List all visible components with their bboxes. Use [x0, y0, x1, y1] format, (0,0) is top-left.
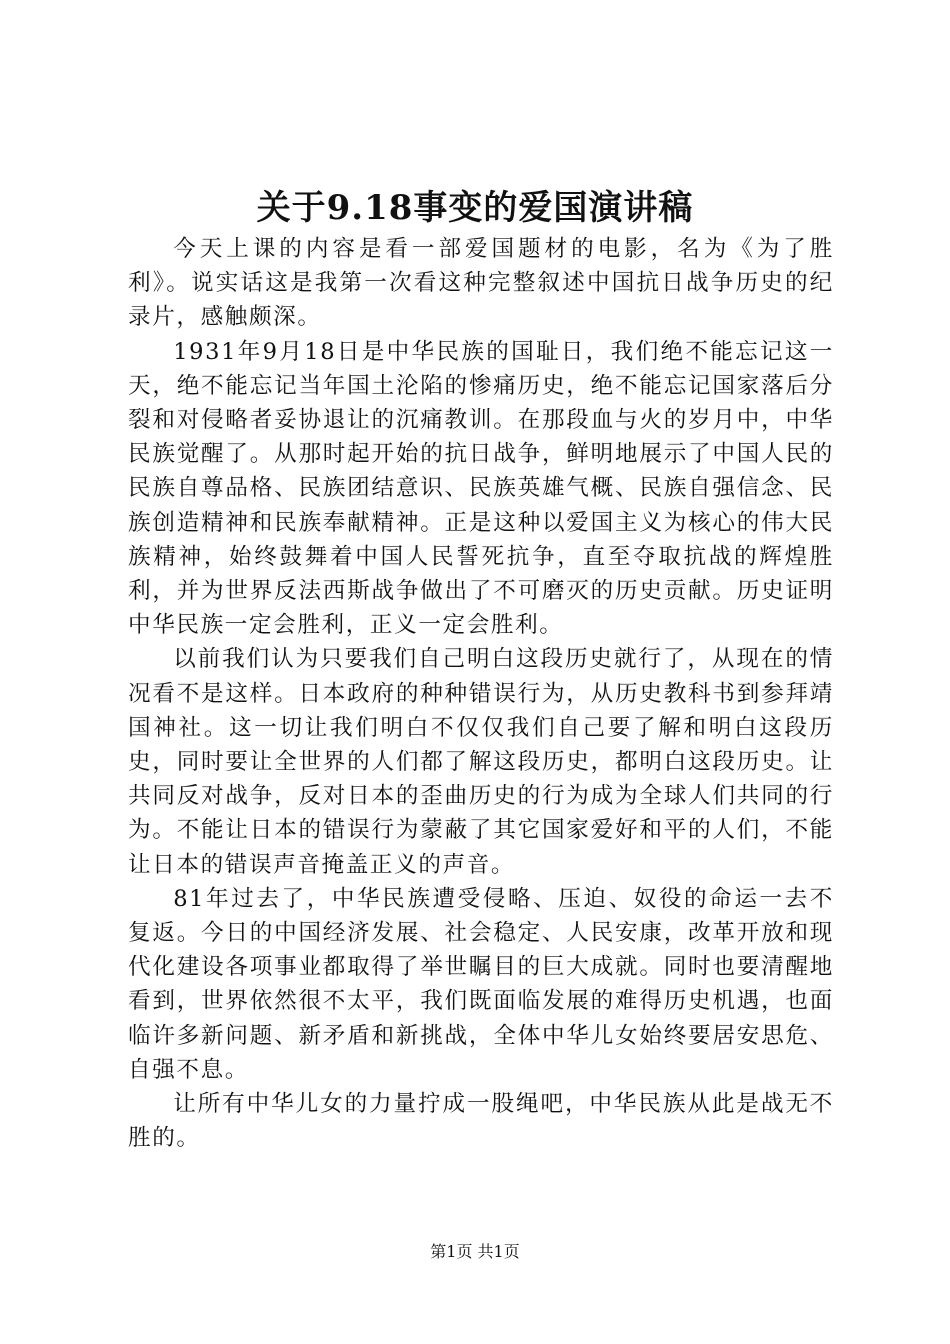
paragraph-1: 今天上课的内容是看一部爱国题材的电影，名为《为了胜利》。说实话这是我第一次看这种完整叙述中国抗日战争历史的纪录片，感触颇深。 — [128, 236, 834, 331]
paragraph-4: 81年过去了，中华民族遭受侵略、压迫、奴役的命运一去不复返。今日的中国经济发展、社会稳定、人民安康，改革开放和现代化建设各项事业都取得了举世瞩目的巨大成就。同时也要清醒地看到，世界依然很不太平，我们既面临发展的难得历史机遇，也面临许多新问题、新矛盾和新挑战，全体中华儿女始终要居安思危、自强不息。 — [128, 885, 834, 1083]
page-number-footer: 第1页 共1页 — [430, 1242, 520, 1261]
paragraph-2: 1931年9月18日是中华民族的国耻日，我们绝不能忘记这一天，绝不能忘记当年国土沦陷的惨痛历史，绝不能忘记国家落后分裂和对侵略者妥协退让的沉痛教训。在那段血与火的岁月中，中华民族觉醒了。从那时起开始的抗日战争，鲜明地展示了中国人民的民族自尊品格、民族团结意识、民族英雄气概、民族自强信念、民族创造精神和民族奉献精神。正是这种以爱国主义为核心的伟大民族精神，始终鼓舞着中国人民誓死抗争，直至夺取抗战的辉煌胜利，并为世界反法西斯战争做出了不可磨灭的历史贡献。历史证明中华民族一定会胜利，正义一定会胜利。 — [128, 338, 834, 639]
document-body — [128, 232, 834, 1155]
paragraph-3: 以前我们认为只要我们自己明白这段历史就行了，从现在的情况看不是这样。日本政府的种种错误行为，从历史教科书到参拜靖国神社。这一切让我们明白不仅仅我们自己要了解和明白这段历史，同时要让全世界的人们都了解这段历史，都明白这段历史。让共同反对战争，反对日本的歪曲历史的行为成为全球人们共同的行为。不能让日本的错误行为蒙蔽了其它国家爱好和平的人们，不能让日本的错误声音掩盖正义的声音。 — [128, 646, 834, 878]
document-title: 关于9.18事变的爱国演讲稿 — [256, 188, 694, 228]
paragraph-5: 让所有中华儿女的力量拧成一股绳吧，中华民族从此是战无不胜的。 — [128, 1091, 834, 1152]
